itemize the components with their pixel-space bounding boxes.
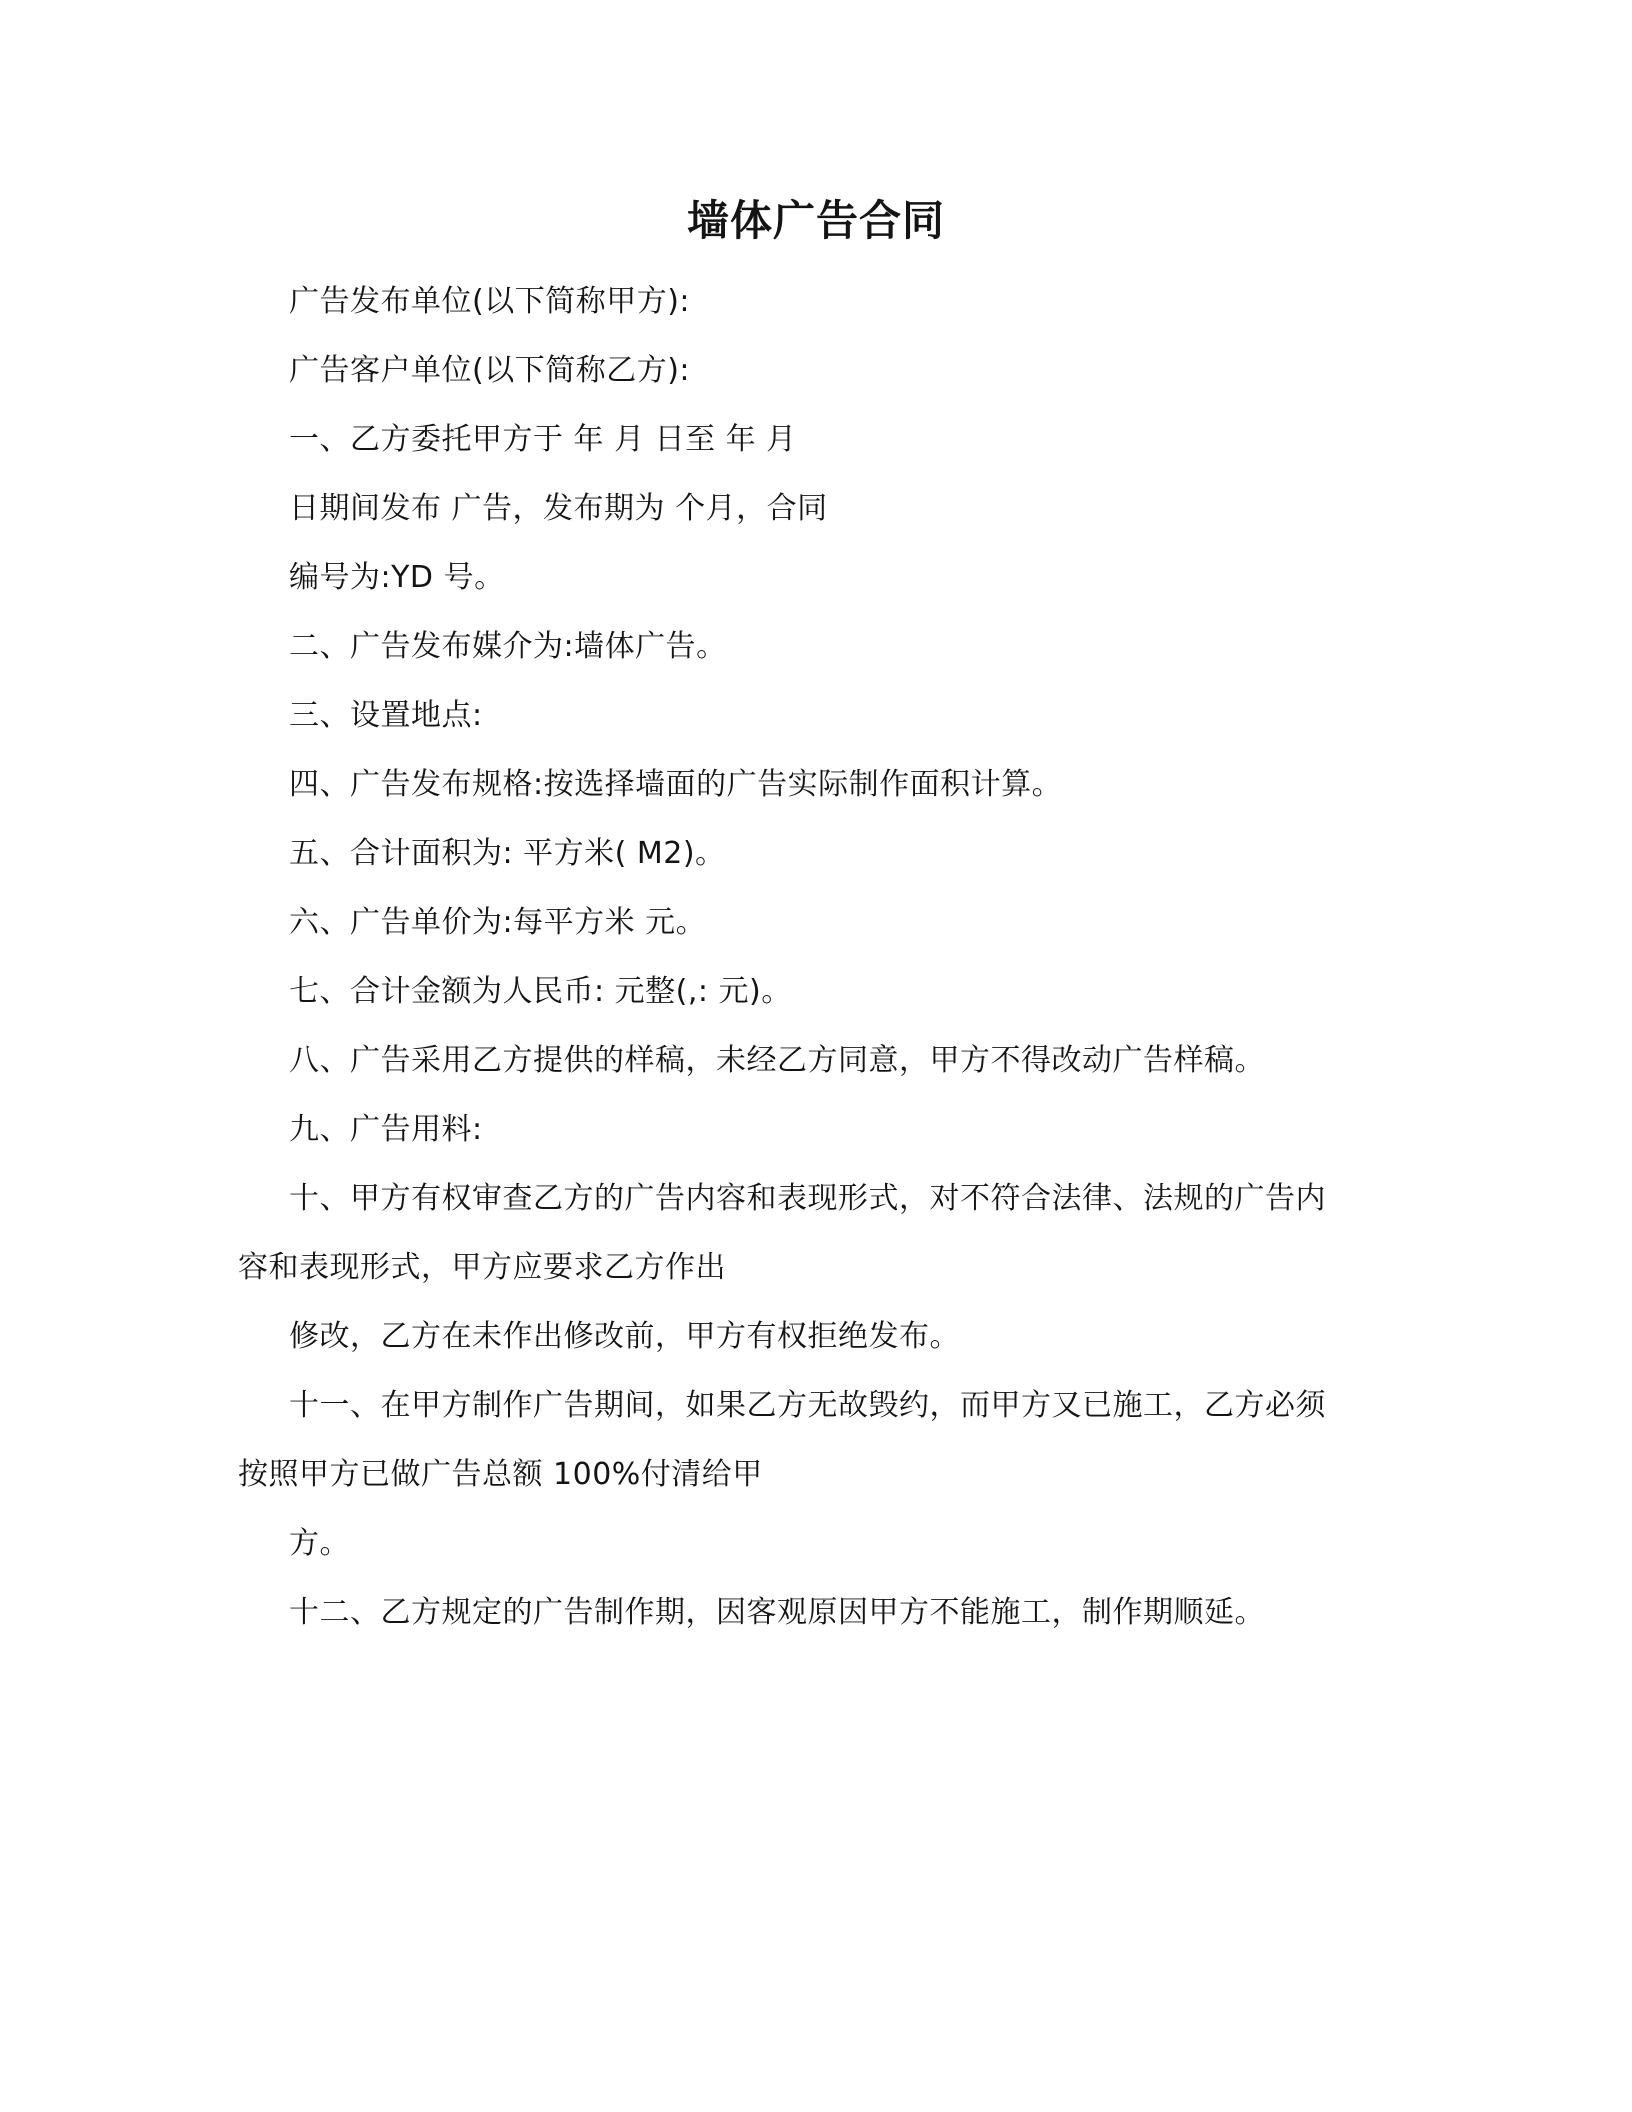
clause-6: 六、广告单价为:每平方米 元。 — [289, 905, 707, 940]
party-a-line: 广告发布单位(以下简称甲方): — [289, 284, 691, 319]
clause-1-line-2: 日期间发布 广告，发布期为 个月，合同 — [289, 491, 828, 526]
clause-4: 四、广告发布规格:按选择墙面的广告实际制作面积计算。 — [289, 767, 1063, 802]
clause-10-line-3: 修改，乙方在未作出修改前，甲方有权拒绝发布。 — [289, 1319, 960, 1354]
clause-10-line-1: 十、甲方有权审查乙方的广告内容和表现形式，对不符合法律、法规的广告内 — [289, 1181, 1326, 1216]
clause-11-line-3: 方。 — [289, 1526, 350, 1561]
clause-5: 五、合计面积为: 平方米( M2)。 — [289, 836, 726, 871]
clause-12: 十二、乙方规定的广告制作期，因客观原因甲方不能施工，制作期顺延。 — [289, 1595, 1265, 1630]
clause-8: 八、广告采用乙方提供的样稿，未经乙方同意，甲方不得改动广告样稿。 — [289, 1043, 1265, 1078]
clause-1-line-1: 一、乙方委托甲方于 年 月 日至 年 月 — [289, 422, 797, 457]
clause-2: 二、广告发布媒介为:墙体广告。 — [289, 629, 727, 664]
party-b-line: 广告客户单位(以下简称乙方): — [289, 353, 691, 388]
document-title: 墙体广告合同 — [686, 196, 945, 245]
clause-9: 九、广告用料: — [289, 1112, 483, 1147]
clause-7: 七、合计金额为人民币: 元整(,: 元)。 — [289, 974, 792, 1009]
clause-3: 三、设置地点: — [289, 698, 483, 733]
clause-11-line-2: 按照甲方已做广告总额 100%付清给甲 — [238, 1457, 763, 1492]
clause-1-line-3: 编号为:YD 号。 — [289, 560, 505, 595]
clause-10-line-2: 容和表现形式，甲方应要求乙方作出 — [238, 1250, 726, 1285]
clause-11-line-1: 十一、在甲方制作广告期间，如果乙方无故毁约，而甲方又已施工，乙方必须 — [289, 1388, 1326, 1423]
